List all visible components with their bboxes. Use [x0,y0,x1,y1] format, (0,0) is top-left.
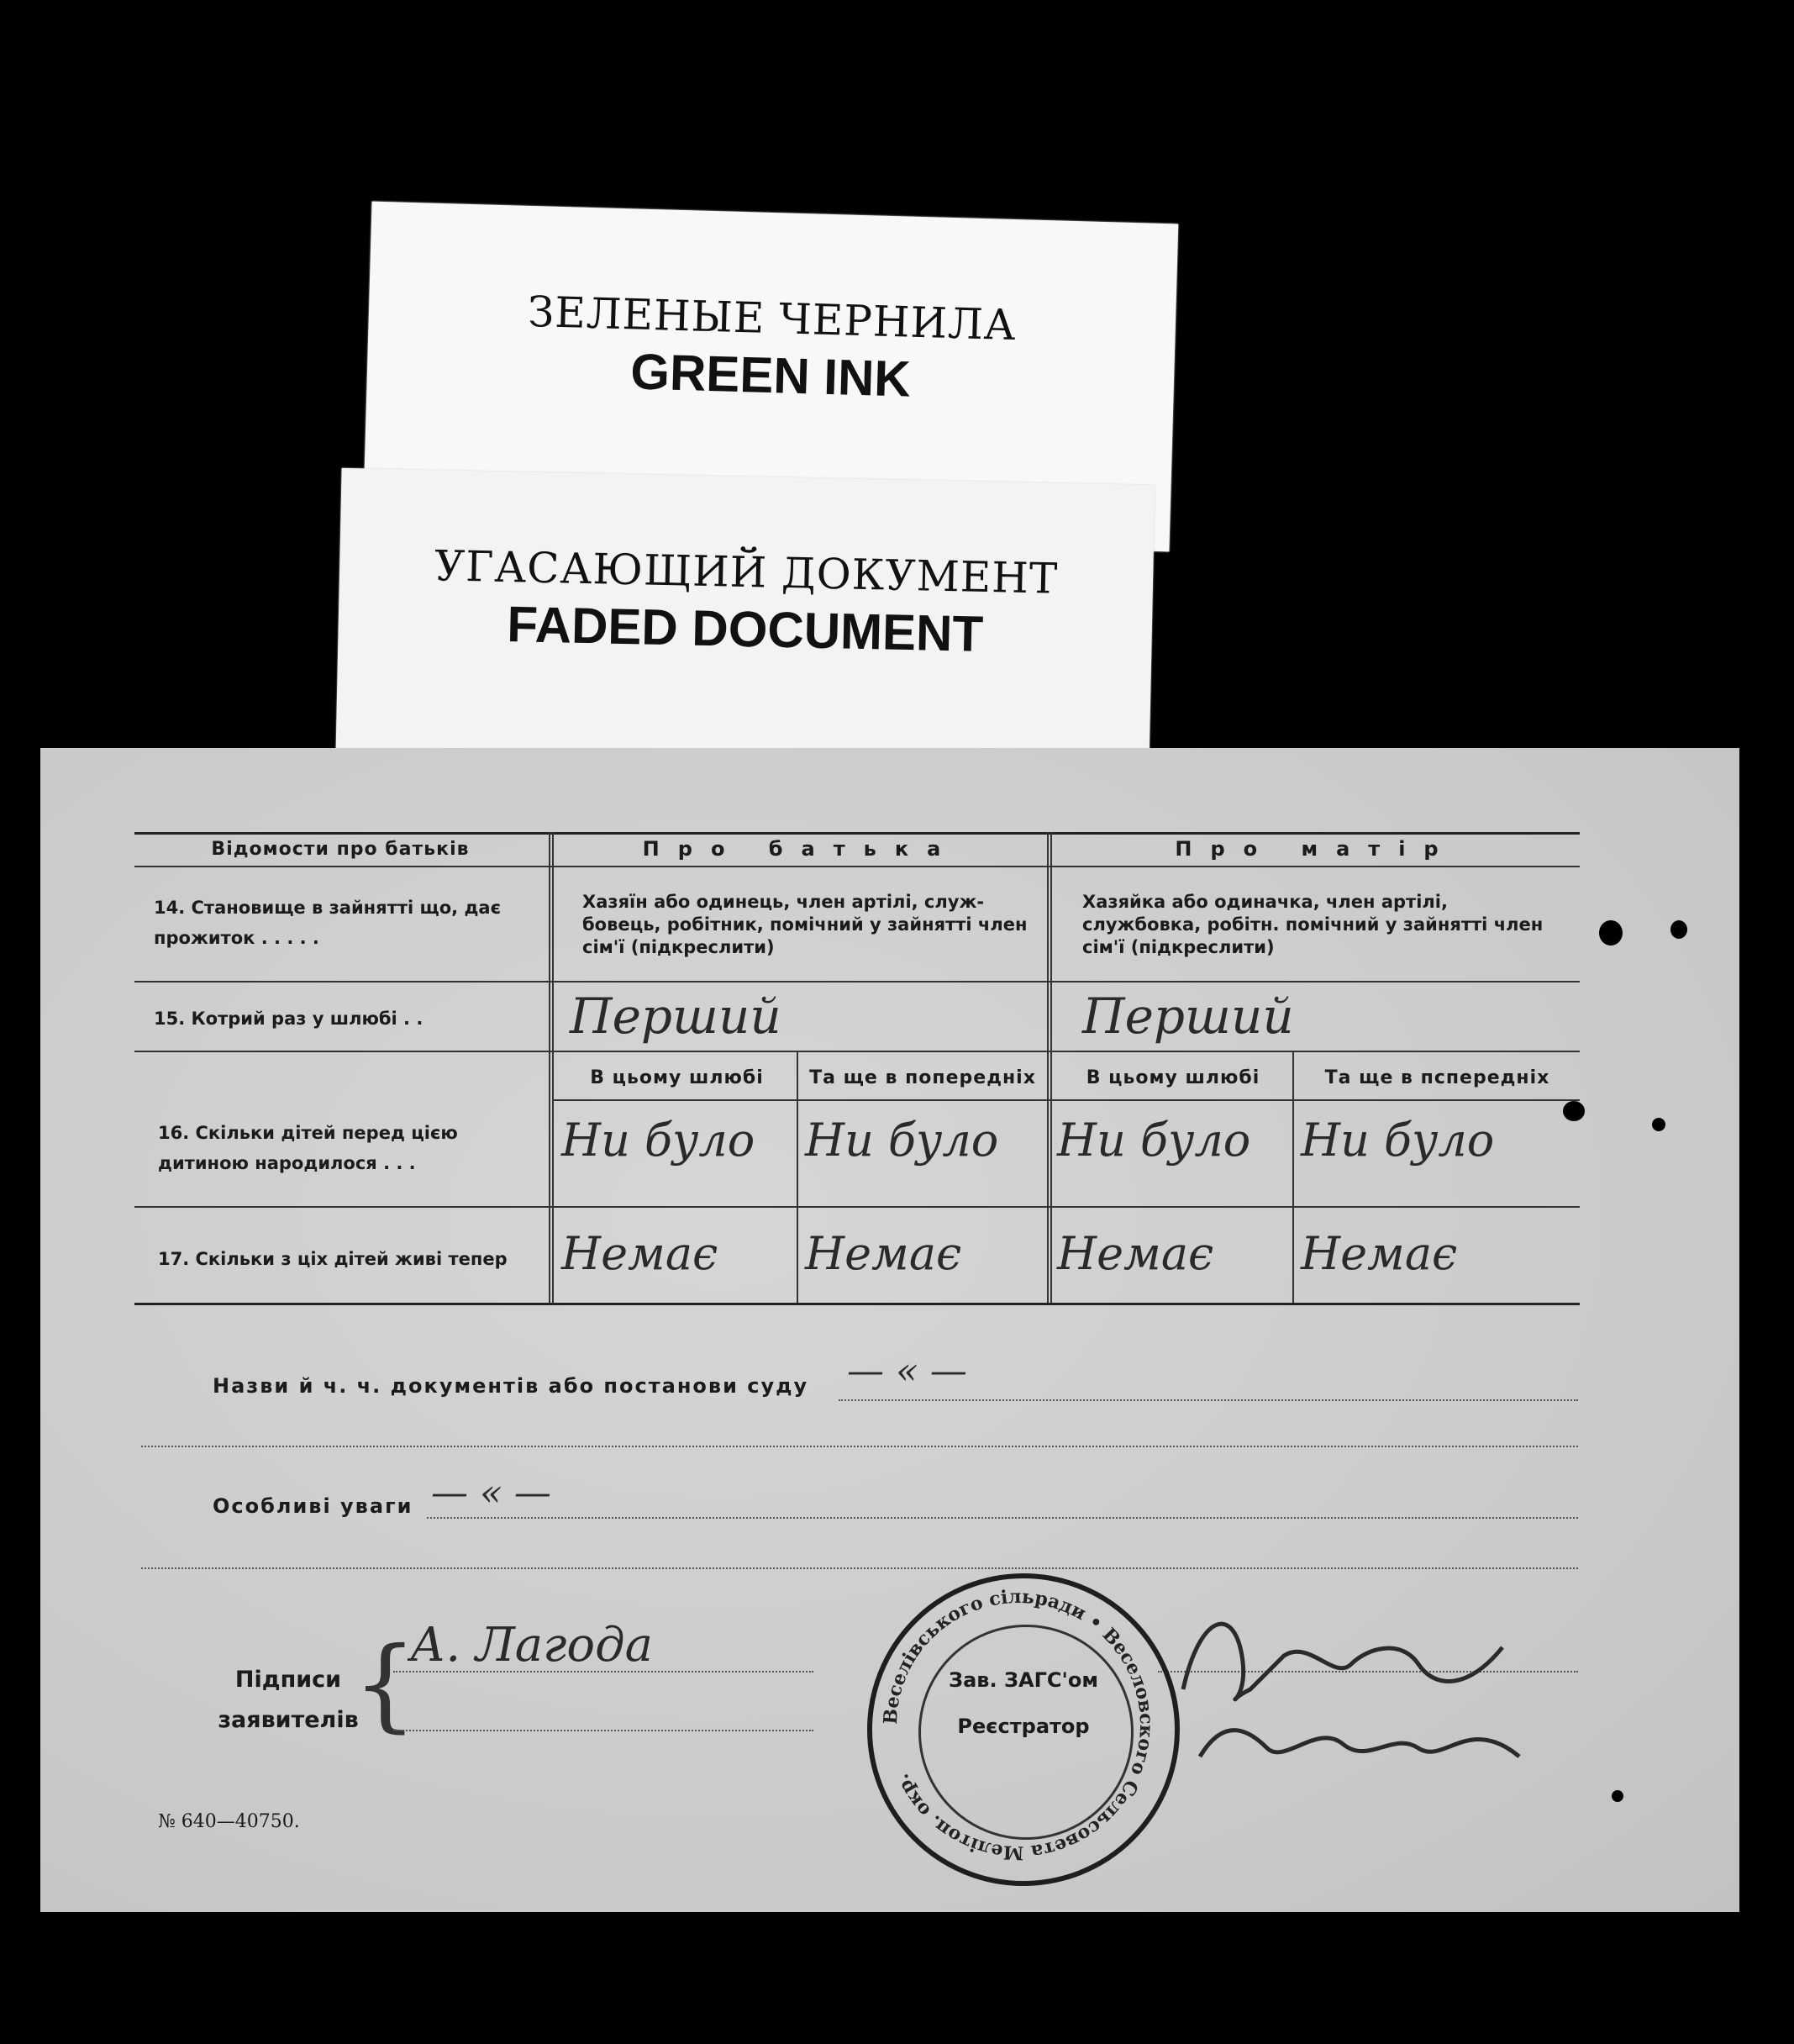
punch-hole [1612,1790,1623,1802]
col-divider-2 [1047,832,1052,1303]
signatures-label: Підписи заявителів [218,1667,359,1733]
row17-father-this: Немає [561,1227,718,1280]
official-signature [1166,1588,1553,1790]
row14-mother-options: Хазяйка або одиначка, член артілі, службовка, робітн. помічний у зайнятті член сім'ї (підкреслити) [1082,892,1544,957]
punch-hole [1652,1118,1665,1131]
faded-document-en: FADED DOCUMENT [506,596,984,662]
official-stamp [867,1573,1180,1886]
subheader-bottom-line [553,1099,1580,1101]
subheader-father-this: В цьому шлюбі [590,1067,764,1088]
row15-label: 15. Котрий раз у шлюбі . . [154,1009,424,1029]
row14-label: 14. Становище в зайнятті що, дає прожиток . . . . . [154,898,502,948]
subheader-father-previous: Та ще в попередніх [809,1067,1036,1088]
col-divider-father [797,1051,798,1303]
row16-father-this: Ни було [561,1114,755,1167]
stamp-text: Веселівського сільради • Веселовского Сельсовета Мелітоп. окр. [879,1585,1158,1864]
remarks-value: — « — [431,1472,551,1515]
remarks-label: Особливі уваги [213,1494,413,1518]
row16-father-previous: Ни було [805,1114,999,1167]
form-number: № 640—40750. [158,1811,300,1832]
documents-line-2 [141,1446,1578,1447]
green-ink-ru: ЗЕЛЕНЫЕ ЧЕРНИЛА [527,287,1018,350]
row15-bottom-line [134,1051,1580,1052]
header-bottom-line [134,866,1580,867]
row14-father-options: Хазяїн або одинець, член артілі, служ-бовець, робітник, помічний у зайнятті член сім'ї (підкреслити) [582,892,1028,957]
row16-label: 16. Скільки дітей перед цією дитиною народилося . . . [158,1123,458,1173]
zags-head-label: Зав. ЗАГС'ом [949,1668,1098,1692]
header-parents-info: Відомости про батьків [211,839,470,860]
registrar-label: Реєстратор [957,1715,1090,1738]
applicant-signature: А. Лагода [410,1618,654,1673]
subheader-mother-this: В цьому шлюбі [1086,1067,1260,1088]
punch-hole [1599,920,1623,946]
row17-mother-this: Немає [1057,1227,1214,1280]
row15-mother-value: Перший [1082,988,1294,1045]
signatures-brace: { [353,1626,418,1743]
table-top-line [134,832,1580,835]
applicant-line-1 [393,1671,813,1673]
row16-mother-this: Ни було [1057,1114,1251,1167]
row16-bottom-line [134,1206,1580,1208]
faded-document-ru: УГАСАЮЩИЙ ДОКУМЕНТ [434,541,1059,603]
col-divider-1 [549,832,554,1303]
table-bottom-line [134,1303,1580,1305]
row17-father-previous: Немає [805,1227,962,1280]
row17-mother-previous: Немає [1301,1227,1458,1280]
documents-value: — « — [847,1350,967,1393]
remarks-line [427,1517,1578,1519]
applicant-line-2 [393,1730,813,1731]
subheader-mother-previous: Та ще в пспередніх [1324,1067,1550,1088]
punch-hole [1563,1101,1585,1121]
remarks-line-2 [141,1567,1578,1569]
header-mother: Про матір [1175,837,1457,861]
row17-label: 17. Скільки з ціх дітей живі тепер [158,1249,508,1269]
row16-mother-previous: Ни було [1301,1114,1495,1167]
svg-text:Веселівського сільради • Весел [880,1586,1157,1864]
header-father: Про батька [642,837,960,861]
col-divider-mother [1292,1051,1294,1303]
row15-father-value: Перший [570,988,781,1045]
faded-document-notice [336,468,1155,771]
row14-bottom-line [134,981,1580,982]
green-ink-en: GREEN INK [629,343,912,408]
documents-label: Назви й ч. ч. документів або постанови суду [213,1374,809,1398]
stamp-text-ring [867,1573,1170,1876]
punch-hole [1670,920,1687,939]
documents-line [839,1399,1578,1401]
